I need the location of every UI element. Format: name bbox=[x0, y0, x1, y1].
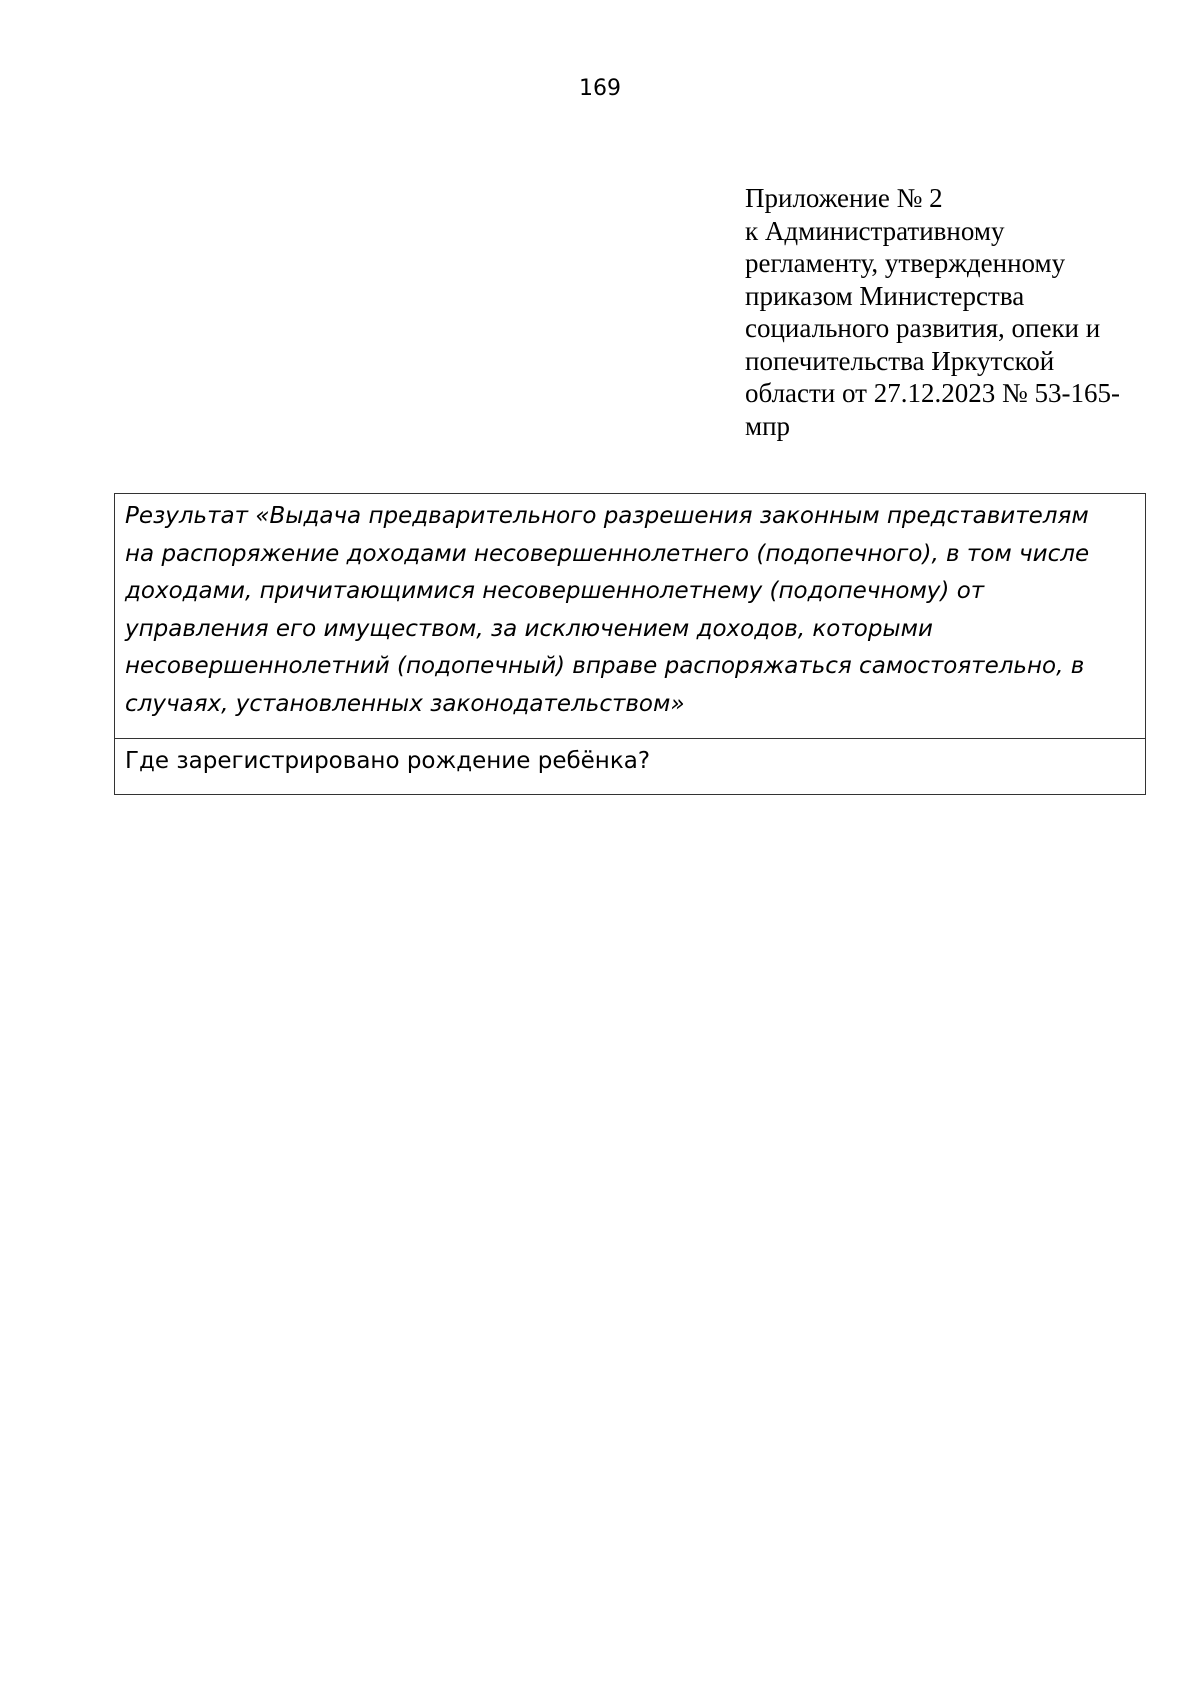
result-title-cell bbox=[115, 494, 1146, 739]
appendix-line: мпр bbox=[745, 410, 791, 441]
result-title-line: доходами, причитающимися несовершеннолетнему (подопечному) от bbox=[125, 578, 985, 604]
table-row bbox=[115, 739, 1146, 795]
question-cell: Где зарегистрировано рождение ребёнка? bbox=[115, 739, 1146, 795]
table-row bbox=[115, 494, 1146, 739]
appendix-line: социального развития, опеки и bbox=[745, 313, 1101, 343]
result-title-line: случаях, установленных законодательством» bbox=[125, 690, 685, 717]
result-title-line: несовершеннолетний (подопечный) вправе распоряжаться самостоятельно, в bbox=[125, 653, 1085, 679]
result-title-line: на распоряжение доходами несовершеннолетнего (подопечного), в том числе bbox=[125, 540, 1090, 567]
page-number: 169 bbox=[579, 76, 621, 101]
appendix-line: регламенту, утвержденному bbox=[745, 248, 1066, 278]
appendix-line: приказом Министерства bbox=[745, 280, 1025, 311]
appendix-line: к Административному bbox=[745, 215, 1005, 246]
appendix-line: области от 27.12.2023 № 53-165- bbox=[745, 378, 1120, 408]
result-table bbox=[114, 493, 1146, 795]
result-title-line: управления его имуществом, за исключением доходов, которыми bbox=[125, 615, 933, 642]
appendix-line: Приложение № 2 bbox=[745, 183, 943, 213]
appendix-line: попечительства Иркутской bbox=[745, 345, 1055, 376]
result-title-line: Результат «Выдача предварительного разрешения законным представителям bbox=[125, 503, 1089, 529]
appendix-header bbox=[745, 182, 1145, 442]
